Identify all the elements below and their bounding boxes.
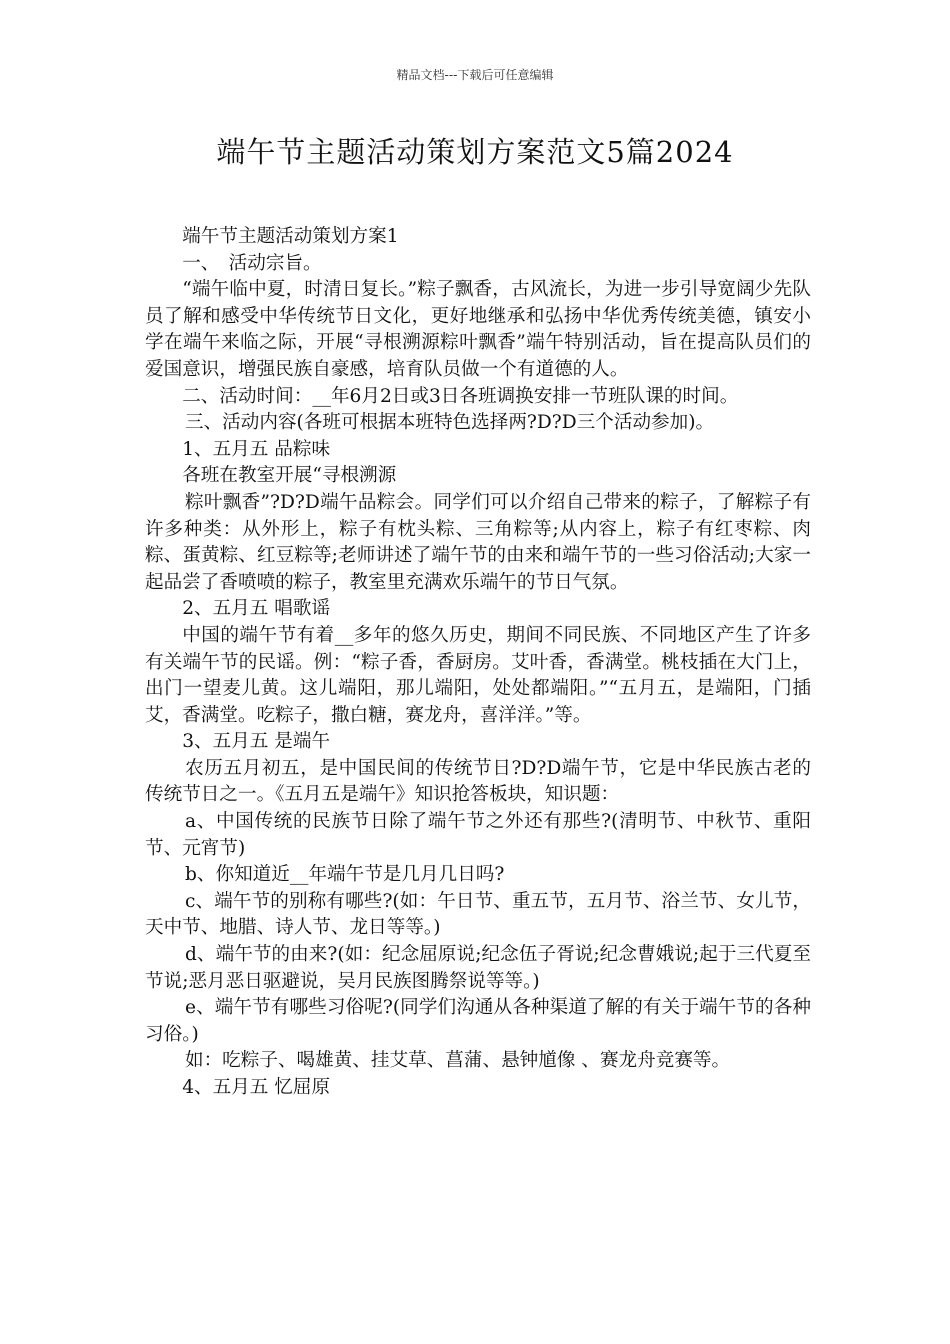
- paragraph: c、端午节的别称有哪些?(如：午日节、重五节，五月节、浴兰节、女儿节，天中节、地腊、诗人节、龙日等等。): [145, 890, 811, 939]
- paragraph: 1、五月五 品粽味: [182, 438, 331, 460]
- paragraph: b、你知道近__年端午节是几月几日吗?: [184, 864, 505, 886]
- paragraph: “端午临中夏，时清日复长。”粽子飘香，古风流长，为进一步引导宽阔少先队员了解和感受中华传统节日文化，更好地继承和弘扬中华优秀传统美德，镇安小学在端午来临之际，开展“寻根溯源粽叶飘香”端午特别活动，旨在提高队员们的爱国意识，增强民族自豪感，培育队员做一个有道德的人。: [145, 279, 811, 380]
- paragraph: 各班在教室开展“寻根溯源: [182, 465, 397, 487]
- section-heading: 端午节主题活动策划方案1: [182, 226, 399, 247]
- paragraph: 二、活动时间：__年6月2日或3日各班调换安排一节班队课的时间。: [182, 385, 739, 407]
- paragraph: 2、五月五 唱歌谣: [182, 598, 331, 620]
- document-title: 端午节主题活动策划方案范文5篇2024: [216, 135, 734, 169]
- document-body: [145, 224, 811, 1102]
- paragraph: 4、五月五 忆屈原: [182, 1077, 331, 1098]
- paragraph: 粽叶飘香”?D?D端午品粽会。同学们可以介绍自己带来的粽子，了解粽子有许多种类：从外形上，粽子有枕头粽、三角粽等;从内容上，粽子有红枣粽、肉粽、蛋黄粽、红豆粽等;老师讲述了端午节的由来和端午节的一些习俗活动;大家一起品尝了香喷喷的粽子，教室里充满欢乐端午的节日气氛。: [145, 491, 811, 593]
- paragraph: 农历五月初五，是中国民间的传统节日?D?D端午节，它是中华民族古老的传统节日之一。《五月五是端午》知识抢答板块，知识题：: [145, 757, 811, 806]
- paragraph: 一、 活动宗旨。: [182, 252, 322, 274]
- paragraph: 如：吃粽子、喝雄黄、挂艾草、菖蒲、悬钟馗像 、赛龙舟竞赛等。: [184, 1050, 731, 1072]
- paragraph: 3、五月五 是端午: [182, 731, 331, 753]
- paragraph: 三、活动内容(各班可根据本班特色选择两?D?D三个活动参加)。: [184, 412, 715, 434]
- paragraph: e、端午节有哪些习俗呢?(同学们沟通从各种渠道了解的有关于端午节的各种习俗。): [145, 997, 811, 1045]
- paragraph: a、中国传统的民族节日除了端午节之外还有那些?(清明节、中秋节、重阳节、元宵节): [145, 811, 811, 859]
- paragraph: d、端午节的由来?(如：纪念屈原说;纪念伍子胥说;纪念曹娥说;起于三代夏至节说;恶月恶日驱避说，吴月民族图腾祭说等等。): [145, 944, 811, 992]
- paragraph: 中国的端午节有着__多年的悠久历史，期间不同民族、不同地区产生了许多有关端午节的民谣。例：“粽子香，香厨房。艾叶香，香满堂。桃枝插在大门上，出门一望麦儿黄。这儿端阳，那儿端阳，处处都端阳。”“五月五，是端阳，门插艾，香满堂。吃粽子，撒白糖，赛龙舟，喜洋洋。”等。: [145, 624, 811, 726]
- header-note: 精品文档---下载后可任意编辑: [396, 68, 554, 82]
